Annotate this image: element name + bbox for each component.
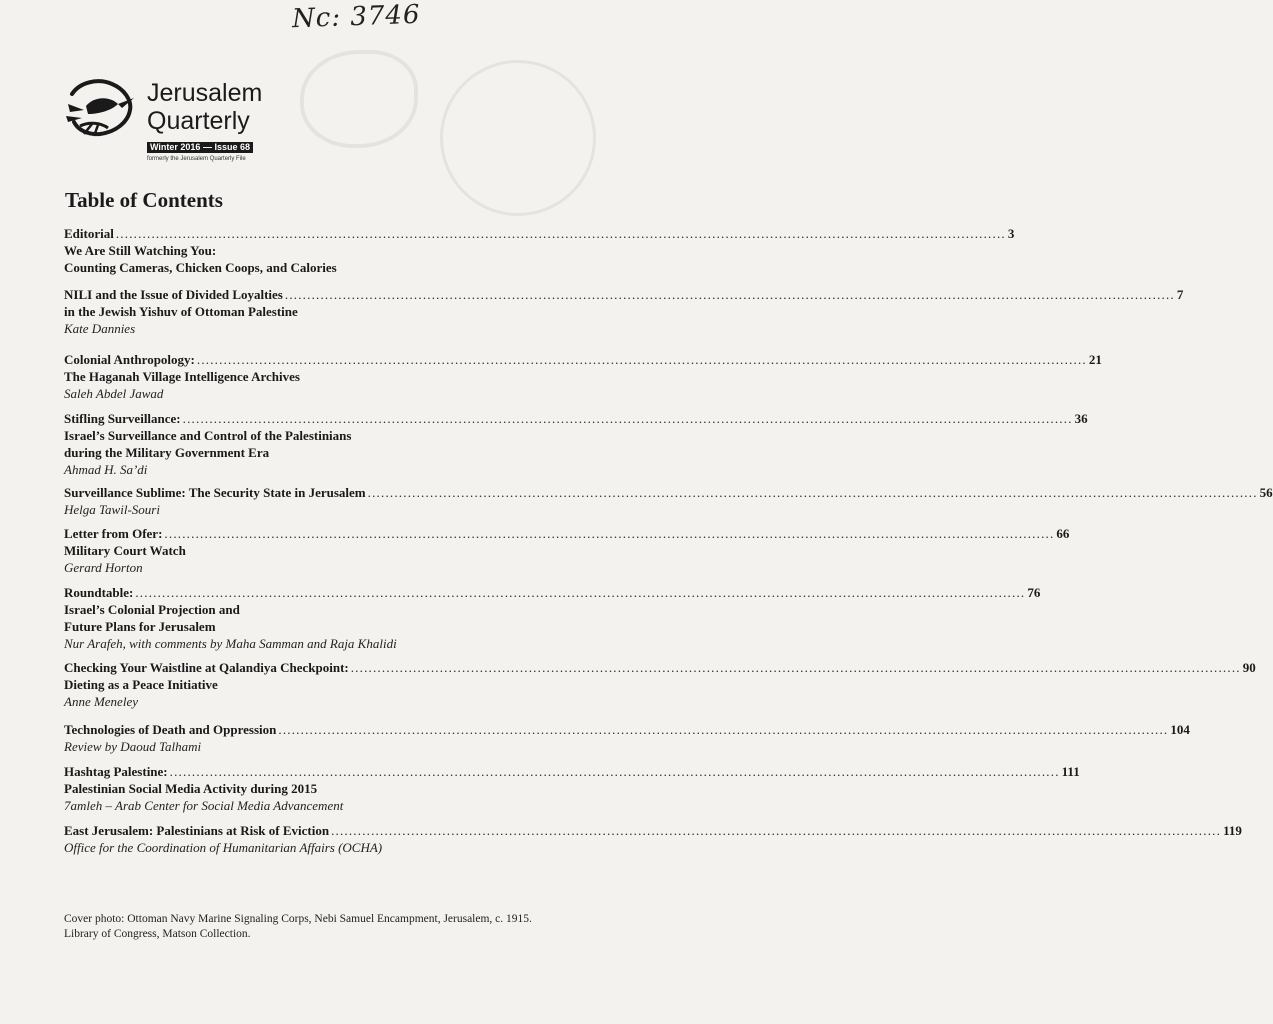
toc-entry-author: Helga Tawil-Souri xyxy=(64,502,160,517)
toc-entry xyxy=(64,721,1190,755)
toc-entry-heading xyxy=(64,763,1080,780)
toc-entry-title: Letter from Ofer: xyxy=(64,526,163,541)
toc-entry xyxy=(64,525,1070,576)
dot-leader: ........................................................................................................................................................................................................ xyxy=(196,352,1087,367)
cover-photo-credit xyxy=(64,912,584,942)
toc-entry-author: Ahmad H. Sa’di xyxy=(64,462,148,477)
dot-leader: ........................................................................................................................................................................................................ xyxy=(278,722,1169,737)
dot-leader: ........................................................................................................................................................................................................ xyxy=(284,287,1175,302)
dot-leader: ........................................................................................................................................................................................................ xyxy=(169,764,1060,779)
dot-leader: ........................................................................................................................................................................................................ xyxy=(115,226,1006,241)
toc-entry-page-number: 66 xyxy=(1056,526,1070,541)
toc-entry-heading xyxy=(64,584,1041,601)
toc-entry-heading xyxy=(64,410,1088,427)
toc-entry-title: East Jerusalem: Palestinians at Risk of Eviction xyxy=(64,823,330,838)
issue-badge: Winter 2016 — Issue 68 xyxy=(147,142,253,153)
toc-entry xyxy=(64,822,1242,856)
masthead-logo xyxy=(64,74,284,174)
toc-entry-title: Hashtag Palestine: xyxy=(64,764,168,779)
toc-entry-subtitle: Counting Cameras, Chicken Coops, and Calories xyxy=(64,260,337,275)
toc-entry-heading xyxy=(64,659,1256,676)
toc-heading: Table of Contents xyxy=(65,188,223,212)
toc-entry-page-number: 56 xyxy=(1259,485,1273,500)
toc-entry-title: Surveillance Sublime: The Security State in Jerusalem xyxy=(64,485,366,500)
masthead-title-quarterly: Quarterly xyxy=(147,107,250,135)
handwritten-catalog-note: Nc: 3746 xyxy=(291,0,421,35)
toc-entry-title: NILI and the Issue of Divided Loyalties xyxy=(64,287,283,302)
toc-entry-page-number: 111 xyxy=(1061,764,1080,779)
toc-entry-heading xyxy=(64,721,1190,738)
toc-entry-heading xyxy=(64,484,1273,501)
dot-leader: ........................................................................................................................................................................................................ xyxy=(164,526,1055,541)
toc-entry-page-number: 104 xyxy=(1170,722,1190,737)
toc-entry-subtitle: Dieting as a Peace Initiative xyxy=(64,677,218,692)
toc-entry-page-number: 7 xyxy=(1176,287,1184,302)
toc-entry-heading xyxy=(64,351,1102,368)
cover-photo-line-1: Cover photo: Ottoman Navy Marine Signaling Corps, Nebi Samuel Encampment, Jerusalem, c. 1915. xyxy=(64,913,532,925)
dot-leader: ........................................................................................................................................................................................................ xyxy=(367,485,1258,500)
toc-entry-heading xyxy=(64,822,1242,839)
toc-entry-heading xyxy=(64,225,1015,242)
toc-entry-author: 7amleh – Arab Center for Social Media Advancement xyxy=(64,798,344,813)
dot-leader: ........................................................................................................................................................................................................ xyxy=(182,411,1073,426)
dot-leader: ........................................................................................................................................................................................................ xyxy=(331,823,1222,838)
toc-entry-subtitle: Palestinian Social Media Activity during 2015 xyxy=(64,781,318,796)
toc-entry-author: Kate Dannies xyxy=(64,321,136,336)
bird-logo-icon xyxy=(64,76,138,142)
toc-entry-subtitle: during the Military Government Era xyxy=(64,445,270,460)
toc-entry-heading xyxy=(64,286,1184,303)
toc-entry-subtitle: Israel’s Surveillance and Control of the Palestinians xyxy=(64,428,352,443)
toc-entry-page-number: 21 xyxy=(1088,352,1102,367)
toc-entry-author: Anne Meneley xyxy=(64,694,138,709)
toc-entry-subtitle: We Are Still Watching You: xyxy=(64,243,217,258)
toc-entry-title: Checking Your Waistline at Qalandiya Checkpoint: xyxy=(64,660,349,675)
toc-entry xyxy=(64,484,1273,518)
toc-entry-title: Colonial Anthropology: xyxy=(64,352,195,367)
dot-leader: ........................................................................................................................................................................................................ xyxy=(350,660,1241,675)
toc-entry xyxy=(64,763,1080,814)
toc-entry-subtitle: Military Court Watch xyxy=(64,543,186,558)
toc-entry-author: Office for the Coordination of Humanitarian Affairs (OCHA) xyxy=(64,840,383,855)
toc-entry-page-number: 119 xyxy=(1223,823,1242,838)
bleed-through-logo xyxy=(300,50,418,148)
toc-entry xyxy=(64,286,1184,337)
toc-entry-title: Roundtable: xyxy=(64,585,134,600)
toc-entry-page-number: 36 xyxy=(1074,411,1088,426)
toc-entry xyxy=(64,410,1088,478)
cover-photo-line-2: Library of Congress, Matson Collection. xyxy=(64,928,251,940)
toc-entry xyxy=(64,351,1102,402)
toc-entry-heading xyxy=(64,525,1070,542)
toc-entry-subtitle: in the Jewish Yishuv of Ottoman Palestine xyxy=(64,304,298,319)
toc-entry-subtitle: Future Plans for Jerusalem xyxy=(64,619,216,634)
toc-entry-title: Stifling Surveillance: xyxy=(64,411,181,426)
toc-entry-page-number: 90 xyxy=(1242,660,1256,675)
toc-entry-author: Review by Daoud Talhami xyxy=(64,739,202,754)
toc-entry-page-number: 3 xyxy=(1007,226,1015,241)
toc-entry xyxy=(64,225,1015,276)
toc-entry-subtitle: Israel’s Colonial Projection and xyxy=(64,602,240,617)
toc-entry-title: Editorial xyxy=(64,226,114,241)
toc-entry xyxy=(64,659,1256,710)
toc-entry-author: Nur Arafeh, with comments by Maha Samman and Raja Khalidi xyxy=(64,636,397,651)
toc-entry-subtitle: The Haganah Village Intelligence Archives xyxy=(64,369,300,384)
masthead-formerly: formerly the Jerusalem Quarterly File xyxy=(147,156,246,162)
toc-entry xyxy=(64,584,1041,652)
toc-entry-page-number: 76 xyxy=(1027,585,1041,600)
dot-leader: ........................................................................................................................................................................................................ xyxy=(135,585,1026,600)
bleed-through-seal xyxy=(440,60,596,216)
toc-entry-author: Gerard Horton xyxy=(64,560,143,575)
toc-entry-author: Saleh Abdel Jawad xyxy=(64,386,164,401)
masthead-title-jerusalem: Jerusalem xyxy=(147,79,263,107)
toc-entry-title: Technologies of Death and Oppression xyxy=(64,722,277,737)
